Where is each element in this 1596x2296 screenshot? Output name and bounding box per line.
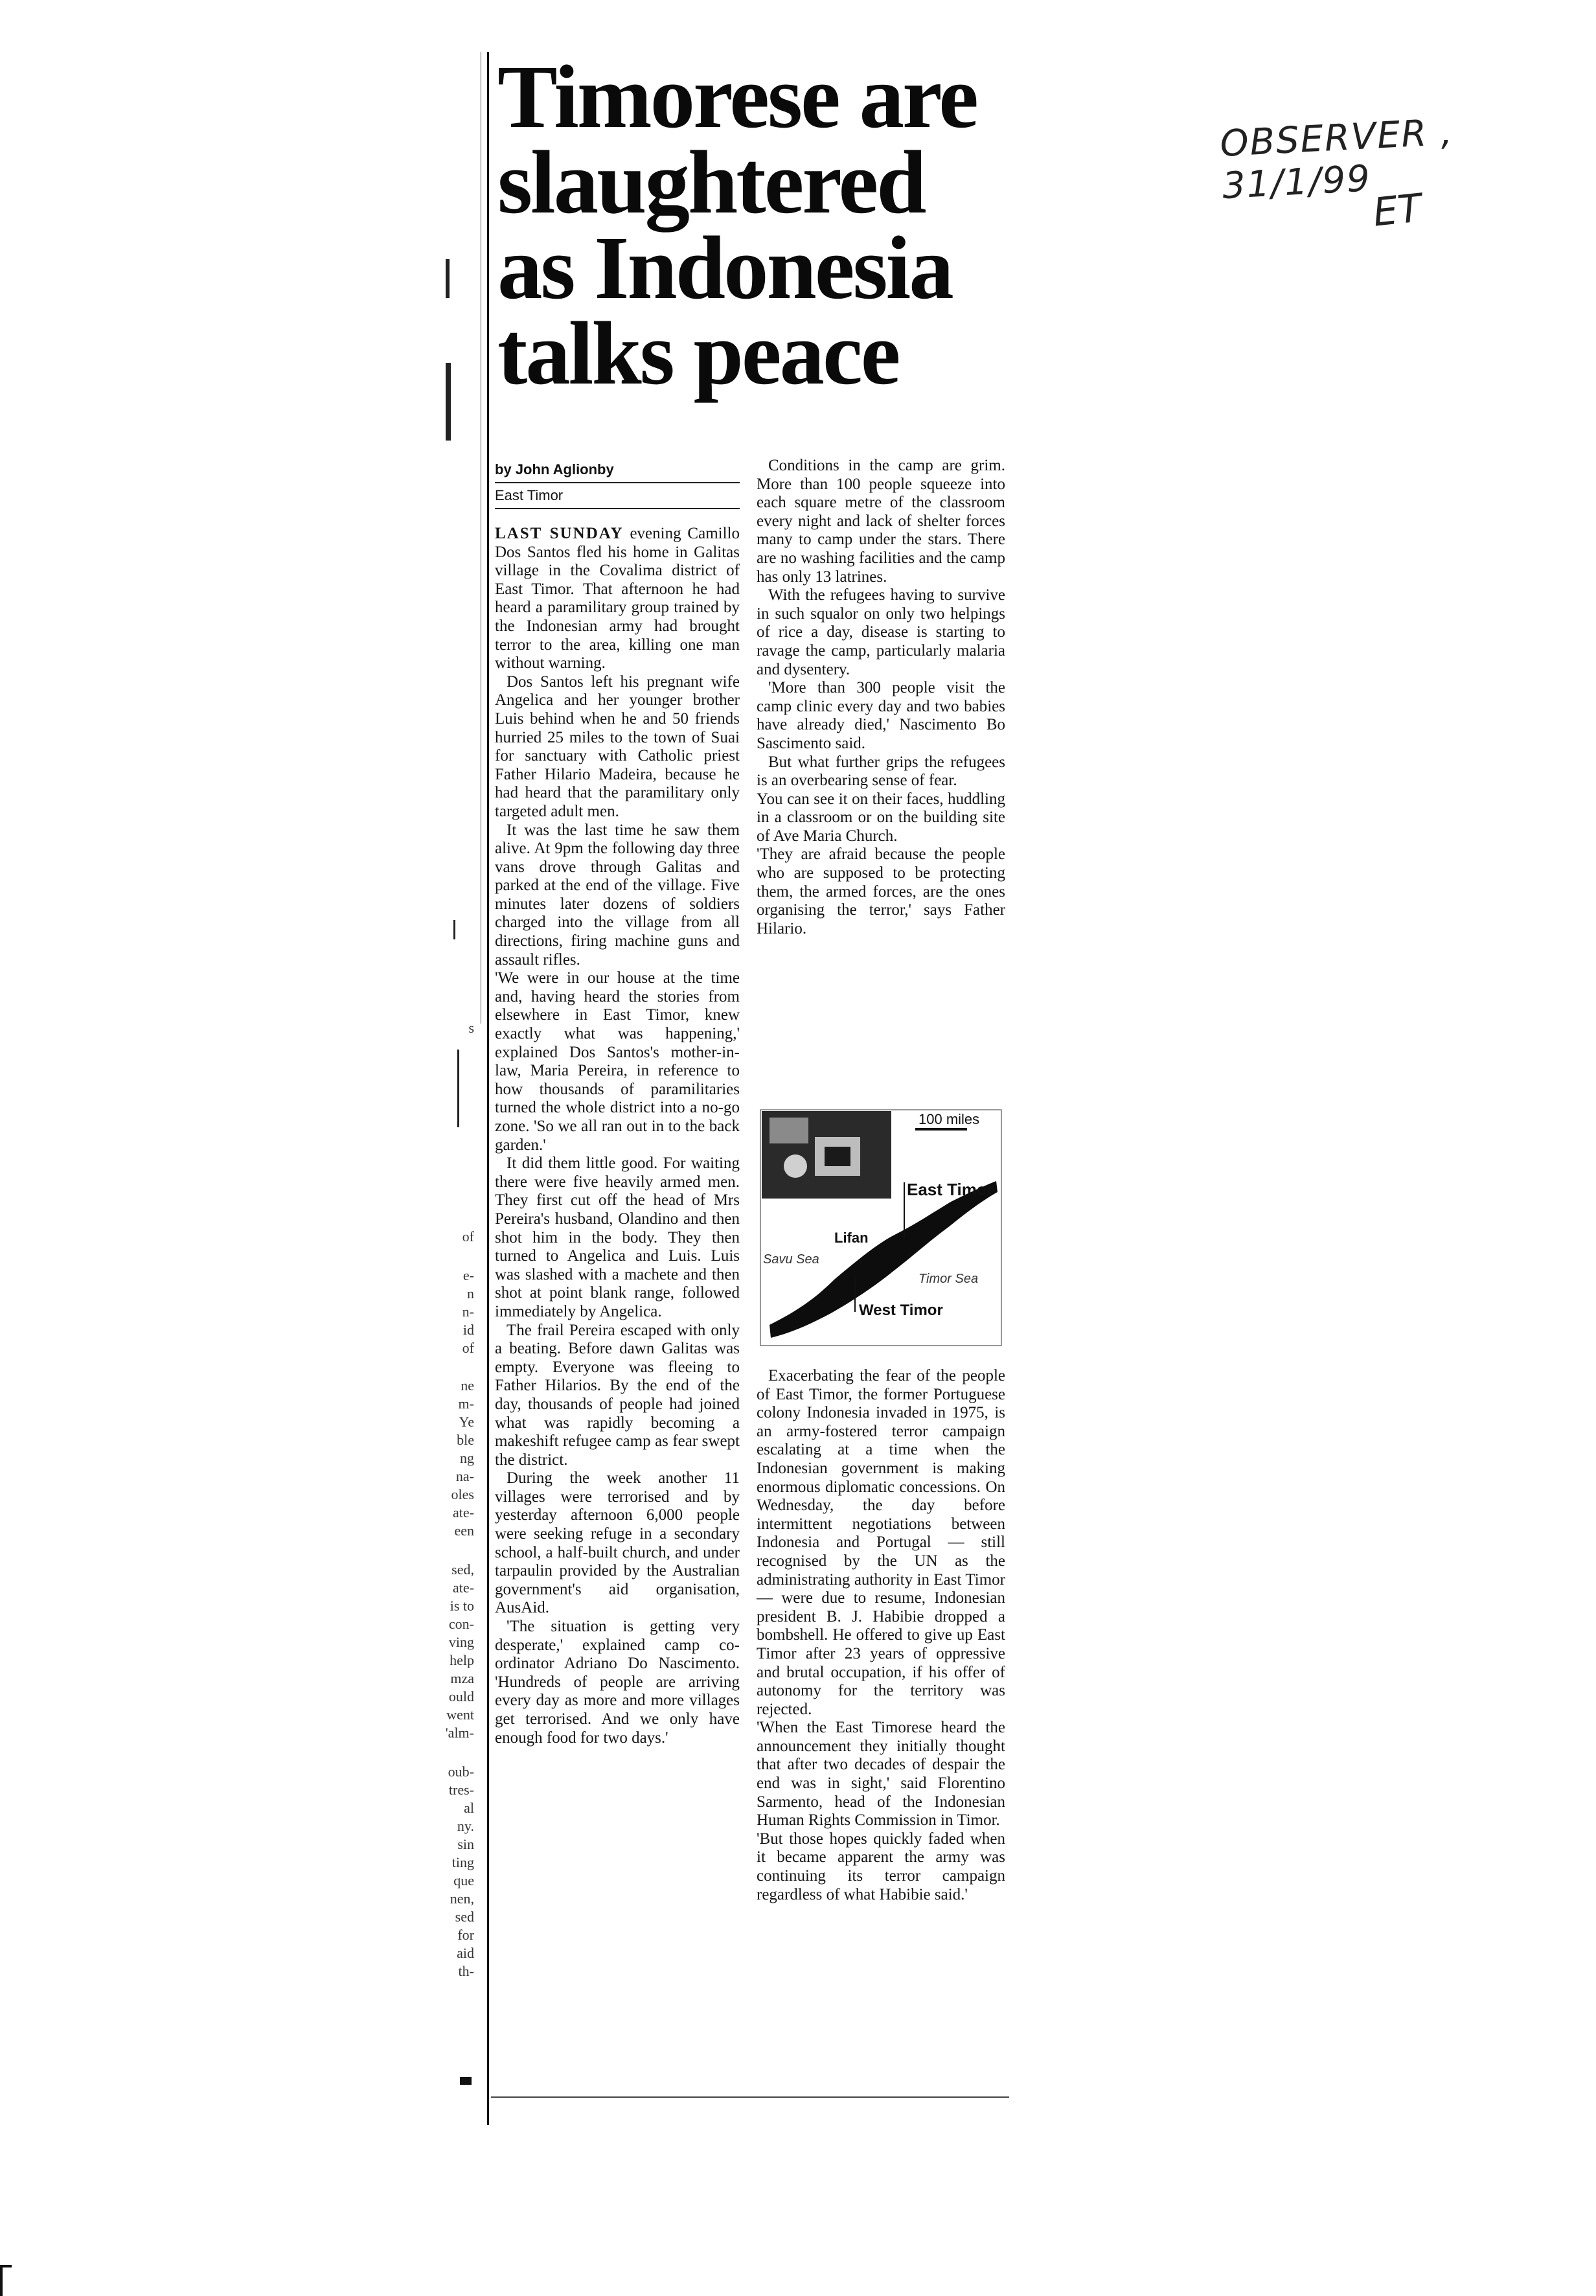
adjacent-text-fragment: na-	[455, 1468, 474, 1484]
paragraph: Conditions in the camp are grim. More than 100 people squeeze into each square metre of the classroom every night and lack of shelter forces many to camp under the stars. There are no washing facilities and the camp has only 13 latrines.	[757, 457, 1005, 586]
adjacent-text-fragment: Ye	[459, 1414, 474, 1430]
adjacent-text-fragment: id	[462, 1322, 474, 1338]
paragraph: You can see it on their faces, huddling in a classroom or on the building site of Ave Maria Church.	[757, 790, 1005, 845]
adjacent-text-fragment: nen,	[450, 1890, 474, 1907]
paragraph: Dos Santos left his pregnant wife Angelica and her younger brother Luis behind when he and 50 friends hurried 25 miles to the town of Suai for sanctuary with Catholic priest Father Hilario Madeira, because he had heard that the paramilitary only targeted adult men.	[495, 672, 740, 820]
scan-mark	[453, 920, 455, 939]
map-graphic	[757, 1105, 1005, 1351]
adjacent-text-fragment: sed	[455, 1909, 474, 1925]
map-label-west-timor: West Timor	[859, 1302, 943, 1319]
adjacent-text-fragment: al	[464, 1800, 474, 1816]
paragraph: With the refugees having to survive in such squalor on only two helpings of rice a day, disease is starting to ravage the camp, particularly malaria and dysentery.	[757, 586, 1005, 678]
adjacent-text-fragment: con-	[448, 1616, 474, 1632]
byline-author: by John Aglionby	[495, 461, 740, 483]
map-scale-label: 100 miles	[918, 1111, 980, 1127]
adjacent-text-fragment: s	[468, 1020, 474, 1036]
adjacent-text-fragment: n	[467, 1285, 474, 1302]
adjacent-text-fragment: mza	[450, 1670, 474, 1686]
paragraph: 'They are afraid because the people who are supposed to be protecting them, the armed forces, are the ones organising the terror,' says Father Hilario.	[757, 845, 1005, 937]
paragraph: But what further grips the refugees is an overbearing sense of fear.	[757, 753, 1005, 790]
article-column-1	[495, 525, 740, 1747]
adjacent-text-fragment: ng	[460, 1450, 474, 1466]
adjacent-text-fragment: for	[457, 1927, 474, 1943]
paragraph: 'But those hopes quickly faded when it became apparent the army was continuing its terror campaign regardless of what Habibie said.'	[757, 1830, 1005, 1903]
paragraph: 'More than 300 people visit the camp clinic every day and two babies have already died,' Nascimento Bo Sascimento said.	[757, 679, 1005, 752]
map-scale-bar	[915, 1128, 967, 1131]
article-headline: Timorese are slaughtered as Indonesia talks peace	[497, 47, 977, 404]
paragraph: During the week another 11 villages were terrorised and by yesterday afternoon 6,000 people were seeking refuge in a secondary school, a half-built church, and under tarpaulin provided by the Australian government's aid organisation, AusAid.	[495, 1469, 740, 1617]
adjacent-text-fragment: oles	[451, 1486, 474, 1502]
scan-mark	[457, 1050, 459, 1127]
map-label-east-timor: East Timor	[907, 1180, 994, 1199]
adjacent-text-fragment: th-	[458, 1963, 474, 1979]
adjacent-text-fragment: ting	[451, 1854, 474, 1870]
column-rule	[487, 52, 489, 2125]
adjacent-text-fragment: sed,	[451, 1561, 474, 1578]
adjacent-text-fragment: ble	[457, 1432, 474, 1448]
paragraph: The frail Pereira escaped with only a beating. Before dawn Galitas was empty. Everyone was fleeing to Father Hilarios. By the end of the day, thousands of people had joined what was rapidly becoming a makeshift refugee camp as fear swept the district.	[495, 1321, 740, 1469]
map-label-savu-sea: Savu Sea	[763, 1252, 819, 1267]
article-column-2-top	[757, 457, 1005, 938]
adjacent-text-fragment: ving	[448, 1634, 474, 1650]
lead-paragraph: LAST SUNDAY evening Camillo Dos Santos fled his home in Galitas village in the Covalima district of East Timor. That afternoon he had heard a paramilitary group trained by the Indonesian army had brought terror to the area, killing one man without warning.	[495, 525, 740, 672]
end-mark	[460, 2077, 472, 2085]
adjacent-text-fragment: e-	[462, 1267, 474, 1283]
paragraph: It was the last time he saw them alive. At 9pm the following day three vans drove through Galitas and parked at the end of the village. Five minutes later dozens of soldiers charged into the village from all directions, firing machine guns and assault rifles.	[495, 821, 740, 969]
adjacent-text-fragment: tres-	[448, 1782, 474, 1798]
adjacent-text-fragment: que	[453, 1872, 474, 1888]
article-column-2-bottom	[757, 1367, 1005, 1904]
adjacent-text-fragment: 'alm-	[445, 1725, 474, 1741]
scan-mark	[446, 363, 451, 441]
adjacent-text-fragment: of	[462, 1340, 474, 1356]
adjacent-text-fragment: help	[450, 1652, 474, 1668]
adjacent-text-fragment: of	[462, 1228, 474, 1245]
adjacent-text-fragment: ate-	[453, 1504, 474, 1521]
adjacent-text-fragment: ny.	[457, 1818, 474, 1834]
paragraph: 'The situation is getting very desperate,' explained camp co-ordinator Adriano Do Nascimento. 'Hundreds of people are arriving every day as more and more villages get terrorised. And we only have enough food for two days.'	[495, 1618, 740, 1747]
map-label-lifan: Lifan	[834, 1230, 869, 1246]
adjacent-text-fragment: sin	[457, 1836, 474, 1852]
paragraph: It did them little good. For waiting there were five heavily armed men. They first cut off the head of Mrs Pereira's husband, Olandino and then shot him in the body. They then turned to Angelica and Luis. Luis was slashed with a machete and then shot at point blank range, followed immediately by Angelica.	[495, 1154, 740, 1320]
east-timor-map	[757, 1105, 1005, 1351]
adjacent-text-fragment: went	[446, 1706, 474, 1723]
handwritten-source-date: OBSERVER , 31/1/99	[1218, 111, 1455, 208]
adjacent-text-fragment: oub-	[448, 1763, 474, 1780]
adjacent-text-fragment: n-	[462, 1303, 474, 1320]
paragraph: Exacerbating the fear of the people of East Timor, the former Portuguese colony Indonesia invaded in 1975, is an army-fostered terror campaign escalating at a time when the Indonesian government is making enormous diplomatic concessions. On Wednesday, the day before intermittent negotiations between Indonesia and Portugal — still recognised by the UN as the administrating authority in East Timor — were due to resume, Indonesian president B. J. Habibie dropped a bombshell. He offered to give up East Timor after 23 years of oppressive and brutal occupation, if his offer of autonomy for the territory was rejected.	[757, 1367, 1005, 1718]
map-label-timor-sea: Timor Sea	[918, 1272, 979, 1286]
adjacent-text-fragment: aid	[457, 1945, 474, 1961]
paragraph: 'When the East Timorese heard the announcement they initially thought that after two decades of despair the end was in sight,' said Florentino Sarmento, head of the Indonesian Human Rights Commission in Timor.	[757, 1719, 1005, 1830]
adjacent-text-fragment: m-	[458, 1395, 474, 1412]
paragraph: 'We were in our house at the time and, having heard the stories from elsewhere in East Timor, knew exactly what was happening,' explained Dos Santos's mother-in-law, Maria Pereira, in reference to how thousands of paramilitaries turned the whole district into a no-go zone. 'So we all ran out in to the back garden.'	[495, 969, 740, 1154]
byline	[495, 461, 740, 509]
scan-mark	[446, 259, 450, 298]
kicker: LAST SUNDAY	[495, 525, 624, 542]
bottom-rule	[491, 2096, 1009, 2098]
scan-corner-mark	[0, 2265, 12, 2296]
handwritten-tag: ET	[1371, 185, 1424, 236]
adjacent-text-fragment: ne	[461, 1377, 474, 1394]
adjacent-text-fragment: ate-	[453, 1579, 474, 1596]
adjacent-text-fragment: een	[454, 1522, 474, 1539]
adjacent-text-fragment: is to	[450, 1598, 474, 1614]
adjacent-text-fragment: ould	[448, 1688, 474, 1705]
byline-dateline: East Timor	[495, 483, 740, 509]
map-inset-locator	[762, 1111, 891, 1199]
